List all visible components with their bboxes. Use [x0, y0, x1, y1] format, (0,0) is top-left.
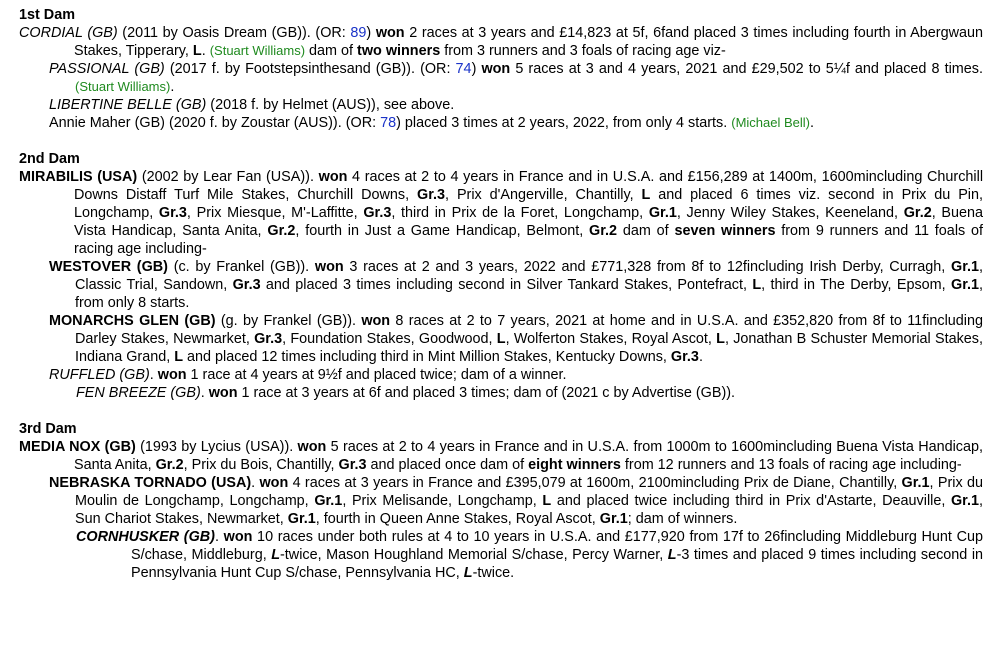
trainer-name: (Michael Bell): [731, 115, 810, 130]
horse-name: FEN BREEZE (GB): [76, 385, 201, 401]
horse-name: CORDIAL (GB): [19, 25, 118, 41]
entry-libertine-belle: LIBERTINE BELLE (GB) (2018 f. by Helmet (AUS)), see above.: [49, 97, 455, 113]
horse-name: NEBRASKA TORNADO (USA): [49, 475, 252, 491]
horse-name: MONARCHS GLEN (GB): [49, 313, 216, 329]
third-dam-heading: 3rd Dam: [19, 421, 77, 437]
horse-name: MEDIA NOX (GB): [19, 439, 136, 455]
official-rating: 74: [455, 61, 472, 77]
entry-media-nox: MEDIA NOX (GB) (1993 by Lycius (USA)). won 5 races at 2 to 4 years in France and in U.S.A. from 1000m to 1600mincluding Buena Vista Handicap, Santa Anita, Gr.2, Prix du Bois, Chantilly, Gr.3 and placed once dam of eight winners from 12 runners and 13 foals of racing age including-: [19, 439, 984, 473]
entry-mirabilis: MIRABILIS (USA) (2002 by Lear Fan (USA)). won 4 races at 2 to 4 years in France and in U.S.A. and £156,289 at 1400m, 1600mincluding Churchill Downs Distaff Turf Mile Stakes, Churchill Downs, Gr.3, Prix d'Angerville, Chantilly, L and placed 6 times viz. second in Prix du Pin, Longchamp, Gr.3, Prix Miesque, M'-Laffitte, Gr.3, third in Prix de la Foret, Longchamp, Gr.1, Jenny Wiley Stakes, Keeneland, Gr.2, Buena Vista Handicap, Santa Anita, Gr.2, fourth in Just a Game Handicap, Belmont, Gr.2 dam of seven winners from 9 runners and 11 foals of racing age including-: [19, 169, 984, 257]
second-dam-heading: 2nd Dam: [19, 151, 80, 167]
winners-count: two winners: [357, 43, 441, 59]
entry-ruffled: RUFFLED (GB). won 1 race at 4 years at 9½f and placed twice; dam of a winner.: [49, 367, 567, 383]
first-dam-section: [19, 6, 983, 132]
winners-count: seven winners: [674, 223, 776, 239]
horse-name: PASSIONAL (GB): [49, 61, 165, 77]
listed-marker: L: [192, 43, 202, 59]
entry-cornhusker: CORNHUSKER (GB). won 10 races under both rules at 4 to 10 years in U.S.A. and £177,920 from 17f to 26fincluding Middleburg Hunt Cup S/chase, Middleburg, L-twice, Mason Houghland Memorial S/chase, Percy Warner, L-3 times and placed 9 times including second in Pennsylvania Hunt Cup S/chase, Pennsylvania HC, L-twice.: [76, 529, 984, 581]
trainer-name: (Stuart Williams): [75, 79, 171, 94]
official-rating: 89: [350, 25, 367, 41]
first-dam-heading: 1st Dam: [19, 7, 75, 23]
horse-name: RUFFLED (GB): [49, 367, 150, 383]
second-dam-section: [19, 150, 983, 402]
third-dam-section: [19, 420, 983, 582]
winners-count: eight winners: [528, 457, 621, 473]
horse-name: MIRABILIS (USA): [19, 169, 138, 185]
entry-westover: WESTOVER (GB) (c. by Frankel (GB)). won 3 races at 2 and 3 years, 2022 and £771,328 from 8f to 12fincluding Irish Derby, Curragh, Gr.1, Classic Trial, Sandown, Gr.3 and placed 3 times including second in Silver Tankard Stakes, Pontefract, L, third in The Derby, Epsom, Gr.1, from only 8 starts.: [49, 259, 984, 311]
trainer-name: (Stuart Williams): [209, 43, 306, 58]
horse-name: LIBERTINE BELLE (GB): [49, 97, 207, 113]
horse-name: Annie Maher (GB): [49, 115, 165, 131]
entry-fen-breeze: FEN BREEZE (GB). won 1 race at 3 years at 6f and placed 3 times; dam of (2021 c by Advertise (GB)).: [76, 385, 736, 401]
entry-passional: PASSIONAL (GB) (2017 f. by Footstepsinthesand (GB)). (OR: 74) won 5 races at 3 and 4 years, 2021 and £29,502 to 5¼f and placed 8 times. (Stuart Williams).: [49, 61, 983, 95]
entry-annie-maher: Annie Maher (GB) (2020 f. by Zoustar (AUS)). (OR: 78) placed 3 times at 2 years, 2022, from only 4 starts. (Michael Bell).: [49, 115, 814, 131]
entry-nebraska-tornado: NEBRASKA TORNADO (USA). won 4 races at 3 years in France and £395,079 at 1600m, 2100mincluding Prix de Diane, Chantilly, Gr.1, Prix du Moulin de Longchamp, Longchamp, Gr.1, Prix Melisande, Longchamp, L and placed twice including third in Prix d'Astarte, Deauville, Gr.1, Sun Chariot Stakes, Newmarket, Gr.1, fourth in Queen Anne Stakes, Royal Ascot, Gr.1; dam of winners.: [49, 475, 983, 527]
entry-cordial: CORDIAL (GB) (2011 by Oasis Dream (GB)). (OR: 89) won 2 races at 3 years and £14,823 at 5f, 6fand placed 3 times including fourth in Abergwaun Stakes, Tipperary, L. (Stuart Williams) dam of two winners from 3 runners and 3 foals of racing age viz-: [19, 25, 983, 59]
official-rating: 78: [380, 115, 397, 131]
entry-monarchs-glen: MONARCHS GLEN (GB) (g. by Frankel (GB)). won 8 races at 2 to 7 years, 2021 at home and in U.S.A. and £352,820 from 8f to 11fincluding Darley Stakes, Newmarket, Gr.3, Foundation Stakes, Goodwood, L, Wolferton Stakes, Royal Ascot, L, Jonathan B Schuster Memorial Stakes, Indiana Grand, L and placed 12 times including third in Mint Million Stakes, Kentucky Downs, Gr.3.: [49, 313, 983, 365]
horse-name: CORNHUSKER (GB): [76, 529, 215, 545]
horse-name: WESTOVER (GB): [49, 259, 168, 275]
